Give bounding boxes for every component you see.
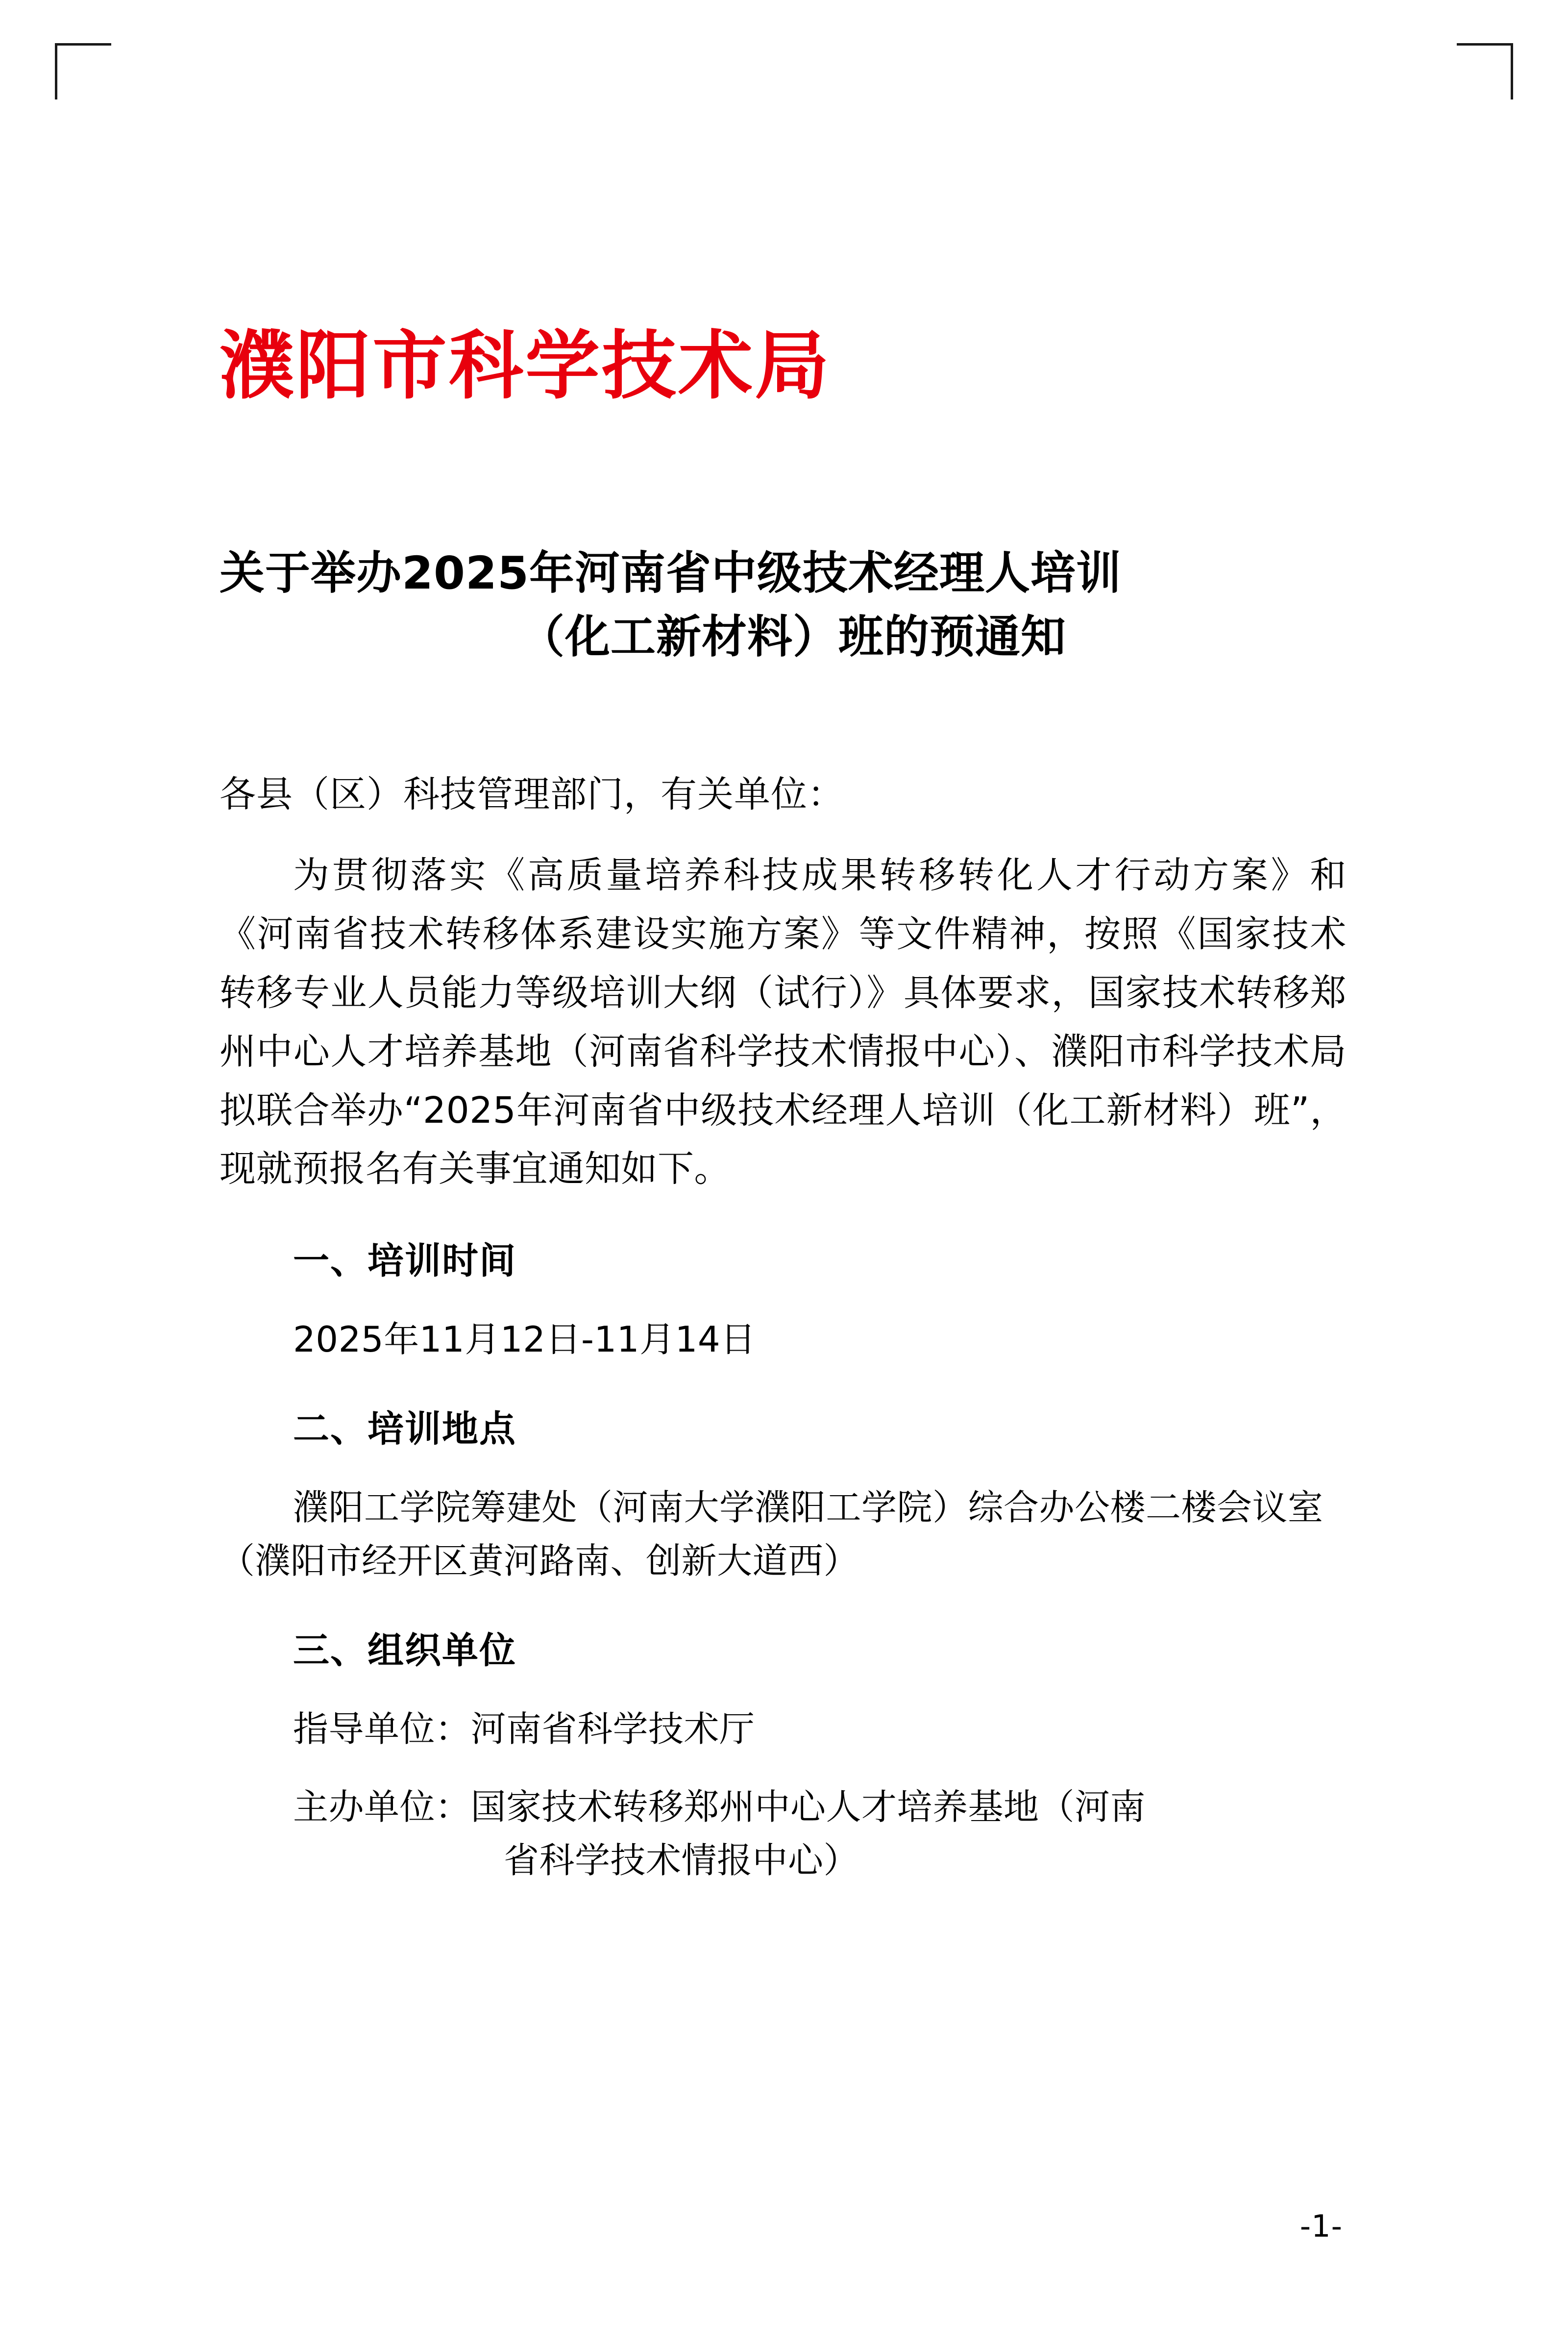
section-body-training-location: 濮阳工学院筹建处（河南大学濮阳工学院）综合办公楼二楼会议室（濮阳市经开区黄河路南、创新大道西）	[220, 1486, 1323, 1582]
guidance-unit-label: 指导单位：	[293, 1708, 471, 1750]
document-title-line-2: （化工新材料）班的预通知	[519, 611, 1066, 664]
organization-title: 濮阳市科学技术局	[220, 322, 831, 409]
guidance-unit-value: 河南省科学技术厅	[470, 1708, 755, 1750]
section-heading-organizers: 三、组织单位	[293, 1629, 516, 1672]
crop-mark-top-right	[1457, 43, 1513, 99]
section-heading-training-time: 一、培训时间	[293, 1240, 516, 1282]
crop-mark-top-left	[55, 43, 111, 99]
salutation: 各县（区）科技管理部门，有关单位：	[220, 773, 844, 816]
host-unit-value: 国家技术转移郑州中心人才培养基地（河南	[470, 1786, 1146, 1828]
document-title	[220, 542, 1347, 669]
guidance-unit-row	[220, 1702, 1347, 1756]
host-unit-value-continued: 省科学技术情报中心）	[504, 1840, 859, 1881]
section-body-training-time: 2025年11月12日-11月14日	[293, 1319, 756, 1360]
document-title-line-1: 关于举办2025年河南省中级技术经理人培训	[220, 546, 1122, 599]
host-unit-row	[220, 1780, 1347, 1888]
page-number: -1-	[1299, 2208, 1343, 2244]
document-content	[220, 0, 1347, 1888]
section-heading-training-location: 二、培训地点	[293, 1407, 516, 1450]
intro-paragraph: 为贯彻落实《高质量培养科技成果转移转化人才行动方案》和《河南省技术转移体系建设实施方案》等文件精神，按照《国家技术转移专业人员能力等级培训大纲（试行）》具体要求，国家技术转移郑州中心人才培养基地（河南省科学技术情报中心）、濮阳市科学技术局拟联合举办“2025年河南省中级技术经理人培训（化工新材料）班”，现就预报名有关事宜通知如下。	[220, 854, 1347, 1190]
host-unit-label: 主办单位：	[293, 1786, 471, 1828]
